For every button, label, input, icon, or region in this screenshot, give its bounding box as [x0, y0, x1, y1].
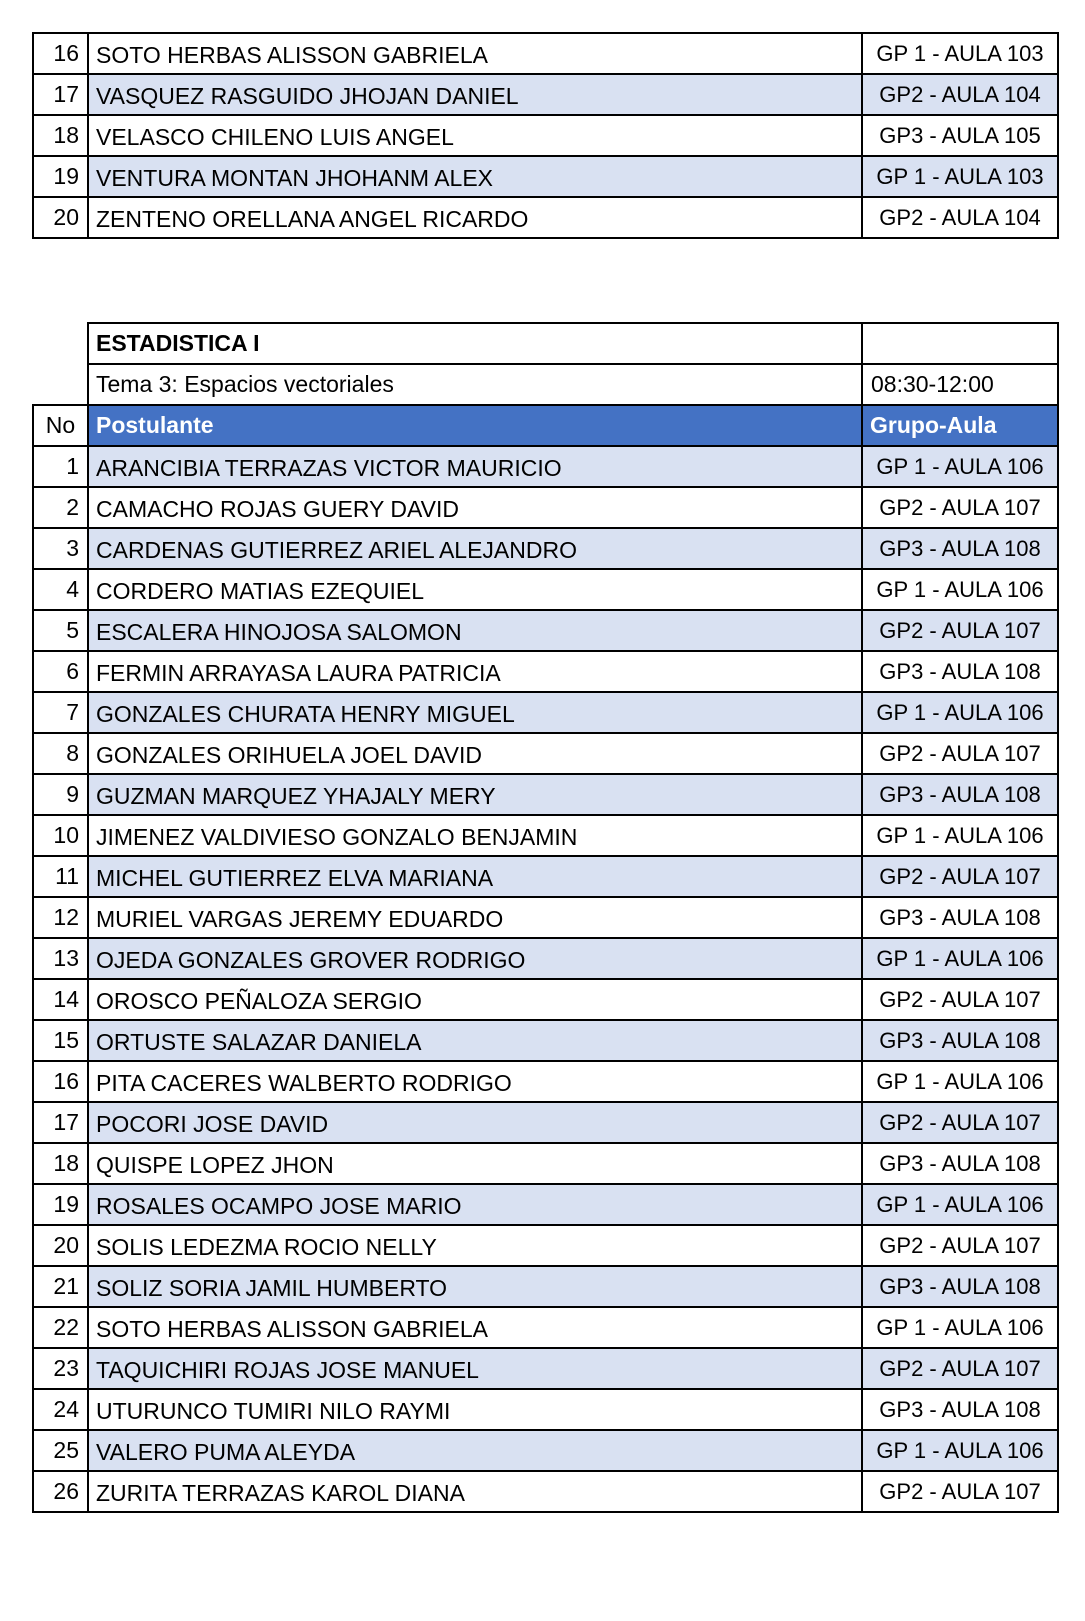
- postulante-name: UTURUNCO TUMIRI NILO RAYMI: [88, 1389, 862, 1430]
- grupo-aula: GP2 - AULA 107: [862, 1471, 1058, 1512]
- grupo-aula: GP 1 - AULA 106: [862, 1061, 1058, 1102]
- row-number: 22: [33, 1307, 88, 1348]
- table-row: [33, 733, 1058, 774]
- grupo-aula: GP2 - AULA 107: [862, 1102, 1058, 1143]
- grupo-aula: GP 1 - AULA 106: [862, 1307, 1058, 1348]
- subject-empty-cell: [862, 323, 1058, 364]
- postulante-name: GUZMAN MARQUEZ YHAJALY MERY: [88, 774, 862, 815]
- row-number: 6: [33, 651, 88, 692]
- row-number: 18: [33, 1143, 88, 1184]
- grupo-aula: GP3 - AULA 108: [862, 1143, 1058, 1184]
- row-number: 16: [33, 33, 88, 74]
- table-row: [33, 938, 1058, 979]
- row-number: 3: [33, 528, 88, 569]
- grupo-aula: GP 1 - AULA 106: [862, 446, 1058, 487]
- continuation-table: [32, 32, 1059, 239]
- row-number: 13: [33, 938, 88, 979]
- table-row: [33, 897, 1058, 938]
- grupo-aula: GP 1 - AULA 106: [862, 692, 1058, 733]
- postulante-name: OJEDA GONZALES GROVER RODRIGO: [88, 938, 862, 979]
- table-row: [33, 1389, 1058, 1430]
- table-row: [33, 610, 1058, 651]
- table-row: [33, 74, 1058, 115]
- table-row: [33, 1471, 1058, 1512]
- table-row: [33, 197, 1058, 238]
- row-number: 12: [33, 897, 88, 938]
- subject-row: [33, 323, 1058, 364]
- grupo-aula: GP 1 - AULA 106: [862, 1430, 1058, 1471]
- postulante-name: ORTUSTE SALAZAR DANIELA: [88, 1020, 862, 1061]
- table-row: [33, 774, 1058, 815]
- grupo-aula: GP2 - AULA 107: [862, 610, 1058, 651]
- postulante-name: TAQUICHIRI ROJAS JOSE MANUEL: [88, 1348, 862, 1389]
- postulante-name: ZENTENO ORELLANA ANGEL RICARDO: [88, 197, 862, 238]
- grupo-aula: GP 1 - AULA 106: [862, 1184, 1058, 1225]
- continuation-table-body: [33, 33, 1058, 238]
- postulante-name: SOLIS LEDEZMA ROCIO NELLY: [88, 1225, 862, 1266]
- table-row: [33, 1307, 1058, 1348]
- table-row: [33, 979, 1058, 1020]
- row-number: 2: [33, 487, 88, 528]
- row-number: 14: [33, 979, 88, 1020]
- grupo-aula: GP 1 - AULA 103: [862, 156, 1058, 197]
- postulante-name: ROSALES OCAMPO JOSE MARIO: [88, 1184, 862, 1225]
- table-row: [33, 651, 1058, 692]
- postulante-name: SOTO HERBAS ALISSON GABRIELA: [88, 1307, 862, 1348]
- grupo-aula: GP2 - AULA 107: [862, 979, 1058, 1020]
- table-row: [33, 1102, 1058, 1143]
- row-number: 24: [33, 1389, 88, 1430]
- postulante-name: CAMACHO ROJAS GUERY DAVID: [88, 487, 862, 528]
- postulante-name: JIMENEZ VALDIVIESO GONZALO BENJAMIN: [88, 815, 862, 856]
- postulante-name: OROSCO PEÑALOZA SERGIO: [88, 979, 862, 1020]
- table-row: [33, 446, 1058, 487]
- postulante-name: POCORI JOSE DAVID: [88, 1102, 862, 1143]
- header-grupo-aula: Grupo-Aula: [862, 405, 1058, 446]
- postulante-name: PITA CACERES WALBERTO RODRIGO: [88, 1061, 862, 1102]
- row-number: 8: [33, 733, 88, 774]
- grupo-aula: GP3 - AULA 108: [862, 1389, 1058, 1430]
- exam-time: 08:30-12:00: [862, 364, 1058, 405]
- header-postulante: Postulante: [88, 405, 862, 446]
- grupo-aula: GP 1 - AULA 103: [862, 33, 1058, 74]
- row-number: 20: [33, 1225, 88, 1266]
- row-number: 11: [33, 856, 88, 897]
- topic-row: [33, 364, 1058, 405]
- grupo-aula: GP2 - AULA 107: [862, 856, 1058, 897]
- row-number: 9: [33, 774, 88, 815]
- postulante-name: GONZALES ORIHUELA JOEL DAVID: [88, 733, 862, 774]
- grupo-aula: GP2 - AULA 107: [862, 733, 1058, 774]
- row-number: 7: [33, 692, 88, 733]
- row-number: 17: [33, 1102, 88, 1143]
- row-number: 15: [33, 1020, 88, 1061]
- grupo-aula: GP3 - AULA 108: [862, 528, 1058, 569]
- postulante-name: ZURITA TERRAZAS KAROL DIANA: [88, 1471, 862, 1512]
- table-row: [33, 1430, 1058, 1471]
- table-row: [33, 1020, 1058, 1061]
- table-row: [33, 815, 1058, 856]
- table-row: [33, 1061, 1058, 1102]
- grupo-aula: GP3 - AULA 105: [862, 115, 1058, 156]
- postulante-name: VASQUEZ RASGUIDO JHOJAN DANIEL: [88, 74, 862, 115]
- subject-title: ESTADISTICA I: [88, 323, 862, 364]
- table-row: [33, 1143, 1058, 1184]
- postulante-name: CORDERO MATIAS EZEQUIEL: [88, 569, 862, 610]
- row-number: 21: [33, 1266, 88, 1307]
- estadistica-table: [32, 322, 1059, 1513]
- row-number: 19: [33, 156, 88, 197]
- table-row: [33, 692, 1058, 733]
- postulante-name: GONZALES CHURATA HENRY MIGUEL: [88, 692, 862, 733]
- table-row: [33, 487, 1058, 528]
- grupo-aula: GP2 - AULA 104: [862, 197, 1058, 238]
- postulante-name: SOLIZ SORIA JAMIL HUMBERTO: [88, 1266, 862, 1307]
- grupo-aula: GP3 - AULA 108: [862, 1266, 1058, 1307]
- grupo-aula: GP3 - AULA 108: [862, 1020, 1058, 1061]
- row-number: 4: [33, 569, 88, 610]
- blank-cell: [33, 364, 88, 405]
- row-number: 1: [33, 446, 88, 487]
- postulante-name: MURIEL VARGAS JEREMY EDUARDO: [88, 897, 862, 938]
- row-number: 17: [33, 74, 88, 115]
- table-row: [33, 156, 1058, 197]
- table-row: [33, 115, 1058, 156]
- estadistica-table-body: [33, 323, 1058, 1512]
- postulante-name: MICHEL GUTIERREZ ELVA MARIANA: [88, 856, 862, 897]
- grupo-aula: GP 1 - AULA 106: [862, 815, 1058, 856]
- grupo-aula: GP3 - AULA 108: [862, 774, 1058, 815]
- grupo-aula: GP2 - AULA 107: [862, 1225, 1058, 1266]
- row-number: 26: [33, 1471, 88, 1512]
- table-row: [33, 856, 1058, 897]
- row-number: 25: [33, 1430, 88, 1471]
- grupo-aula: GP2 - AULA 104: [862, 74, 1058, 115]
- row-number: 20: [33, 197, 88, 238]
- table-row: [33, 1348, 1058, 1389]
- grupo-aula: GP3 - AULA 108: [862, 651, 1058, 692]
- table-row: [33, 1184, 1058, 1225]
- grupo-aula: GP 1 - AULA 106: [862, 569, 1058, 610]
- topic-label: Tema 3: Espacios vectoriales: [88, 364, 862, 405]
- table-row: [33, 569, 1058, 610]
- table-row: [33, 1225, 1058, 1266]
- table-row: [33, 528, 1058, 569]
- table-row: [33, 1266, 1058, 1307]
- blank-cell: [33, 323, 88, 364]
- row-number: 19: [33, 1184, 88, 1225]
- grupo-aula: GP2 - AULA 107: [862, 487, 1058, 528]
- grupo-aula: GP2 - AULA 107: [862, 1348, 1058, 1389]
- header-no: No: [33, 405, 88, 446]
- header-row: [33, 405, 1058, 446]
- postulante-name: CARDENAS GUTIERREZ ARIEL ALEJANDRO: [88, 528, 862, 569]
- postulante-name: VALERO PUMA ALEYDA: [88, 1430, 862, 1471]
- row-number: 5: [33, 610, 88, 651]
- grupo-aula: GP3 - AULA 108: [862, 897, 1058, 938]
- postulante-name: SOTO HERBAS ALISSON GABRIELA: [88, 33, 862, 74]
- postulante-name: VELASCO CHILENO LUIS ANGEL: [88, 115, 862, 156]
- postulante-name: FERMIN ARRAYASA LAURA PATRICIA: [88, 651, 862, 692]
- grupo-aula: GP 1 - AULA 106: [862, 938, 1058, 979]
- postulante-name: ESCALERA HINOJOSA SALOMON: [88, 610, 862, 651]
- row-number: 23: [33, 1348, 88, 1389]
- postulante-name: VENTURA MONTAN JHOHANM ALEX: [88, 156, 862, 197]
- postulante-name: ARANCIBIA TERRAZAS VICTOR MAURICIO: [88, 446, 862, 487]
- row-number: 16: [33, 1061, 88, 1102]
- row-number: 18: [33, 115, 88, 156]
- row-number: 10: [33, 815, 88, 856]
- postulante-name: QUISPE LOPEZ JHON: [88, 1143, 862, 1184]
- table-row: [33, 33, 1058, 74]
